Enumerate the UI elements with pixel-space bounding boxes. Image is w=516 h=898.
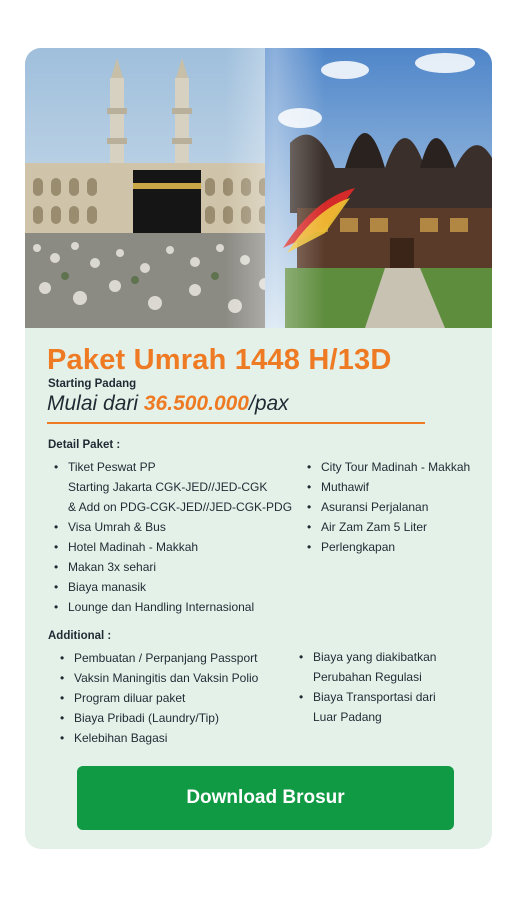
price-amount: 36.500.000 <box>143 392 249 415</box>
list-item: • Vaksin Maningitis dan Vaksin Polio <box>74 668 258 688</box>
list-item: • Hotel Madinah - Makkah <box>68 537 292 557</box>
package-title: Paket Umrah 1448 H/13D <box>47 344 392 376</box>
price-suffix: /pax <box>248 392 289 415</box>
list-item: & Add on PDG-CGK-JED//JED-CGK-PDG <box>68 500 293 514</box>
details-label: Detail Paket : <box>48 439 121 451</box>
price-prefix: Mulai dari <box>47 392 144 415</box>
list-item: • Perlengkapan <box>321 537 470 557</box>
list-item: • Lounge dan Handling Internasional <box>68 597 292 617</box>
details-right-list <box>321 457 470 557</box>
list-item: Starting Jakarta CGK-JED//JED-CGK <box>68 480 268 494</box>
list-item: • City Tour Madinah - Makkah <box>321 457 470 477</box>
list-item: • Tiket Peswat PP <box>68 457 292 477</box>
divider <box>47 422 425 424</box>
price-line <box>47 392 289 416</box>
list-item: • Asuransi Perjalanan <box>321 497 470 517</box>
list-item: • Biaya manasik <box>68 577 292 597</box>
list-item: • Program diluar paket <box>74 688 258 708</box>
list-item: • Pembuatan / Perpanjang Passport <box>74 648 258 668</box>
additional-label: Additional : <box>48 630 112 642</box>
list-item: • Biaya Transportasi dari <box>313 687 436 707</box>
list-item: • Kelebihan Bagasi <box>74 728 258 748</box>
list-item: • Visa Umrah & Bus <box>68 517 292 537</box>
list-item: • Makan 3x sehari <box>68 557 292 577</box>
download-brochure-button[interactable]: Download Brosur <box>77 766 454 830</box>
list-item: • Air Zam Zam 5 Liter <box>321 517 470 537</box>
hero-image <box>25 48 492 328</box>
package-card <box>25 48 492 849</box>
list-item: • Biaya yang diakibatkan <box>313 647 436 667</box>
list-item: • Biaya Pribadi (Laundry/Tip) <box>74 708 258 728</box>
additional-left-list <box>74 648 258 748</box>
list-item: Perubahan Regulasi <box>313 670 422 684</box>
departure-city: Starting Padang <box>48 378 137 390</box>
list-item: • Muthawif <box>321 477 470 497</box>
list-item: Luar Padang <box>313 710 382 724</box>
additional-right-list <box>313 647 436 727</box>
details-left-list <box>68 457 292 617</box>
